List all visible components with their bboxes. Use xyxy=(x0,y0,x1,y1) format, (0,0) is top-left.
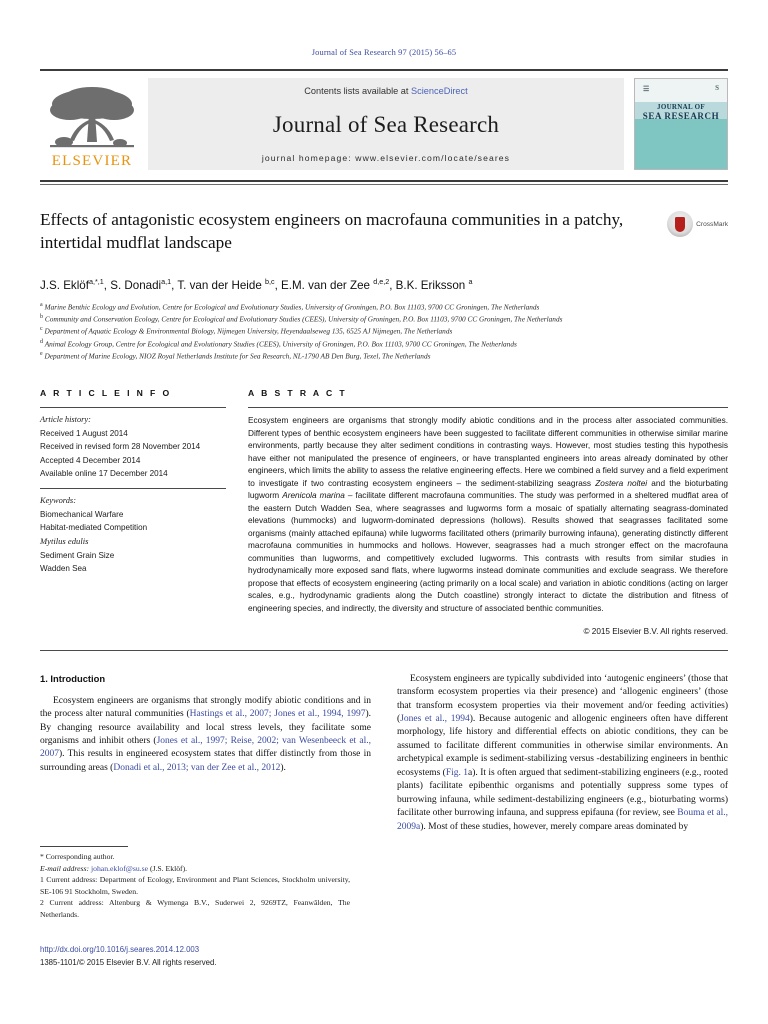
history-item: Received 1 August 2014 xyxy=(40,428,128,438)
masthead-bottom-rule-thin xyxy=(40,184,728,185)
journal-band xyxy=(148,78,624,170)
article-info-heading: A R T I C L E I N F O xyxy=(40,388,172,399)
footnote-corresponding: * Corresponding author. xyxy=(40,852,115,861)
article-history-label: Article history: xyxy=(40,415,91,425)
keywords-label: Keywords: xyxy=(40,495,76,505)
body-column-left xyxy=(40,673,371,835)
author-list: J.S. Eklöf$^{a,*,1}$, S. Donadi$^{a,1}$, T. van der Heide $^{b,c}$, E.M. van der Zee $^{d,e,2}$, B.K. Eriksson $^a$ xyxy=(40,277,473,292)
issn-copyright-line: 1385-1101/© 2015 Elsevier B.V. All rights reserved. xyxy=(40,957,217,967)
journal-masthead xyxy=(40,69,728,170)
history-item: Received in revised form 28 November 2014 xyxy=(40,442,201,452)
page-title: Effects of antagonistic ecosystem engineers on macrofauna communities in a patchy, intertidal mudflat landscape xyxy=(40,210,624,252)
email-label: E-mail address: xyxy=(40,863,91,873)
cover-title-line2: SEA RESEARCH xyxy=(642,111,720,122)
intro-left-4: ). xyxy=(280,762,286,773)
contents-prefix: Contents lists available at xyxy=(304,86,412,96)
abstract-species-1: Zostera noltei xyxy=(595,478,648,488)
keywords-block xyxy=(40,489,226,576)
journal-cover-thumbnail xyxy=(634,78,728,170)
keyword-item: Wadden Sea xyxy=(40,564,87,574)
citation-link[interactable]: Hastings et al., 2007; Jones et al., 1994, 1997 xyxy=(189,709,366,720)
doi-link[interactable]: http://dx.doi.org/10.1016/j.seares.2014.12.003 xyxy=(40,945,200,954)
document-footer xyxy=(40,944,217,969)
email-address[interactable]: johan.eklof@su.se xyxy=(90,863,149,873)
elsevier-tree-icon xyxy=(44,84,140,154)
abstract-copyright: © 2015 Elsevier B.V. All rights reserved. xyxy=(583,626,728,636)
history-item: Accepted 4 December 2014 xyxy=(40,455,141,465)
cover-glyph-right: S xyxy=(715,84,719,92)
abstract-species-2: Arenicola marina xyxy=(282,491,345,501)
sciencedirect-link[interactable]: ScienceDirect xyxy=(411,86,468,96)
abstract-part-2: and the bioturbating lugworm xyxy=(248,478,729,501)
article-info-column xyxy=(40,388,226,636)
intro-right-4: ). Most of these studies, however, merely compare areas dominated by xyxy=(420,821,689,832)
intro-right-2: ). Because autogenic and allogenic engineers often have different morphology, life history and differential effects on abiotic conditions, they can be assumed to facilitate different communities in otherwise similar environments. An archetypical example is sediment-stabilizing versus -destabilizing engineers in benthic ecosystems ( xyxy=(397,713,728,778)
cover-glyph-left: ☰ xyxy=(643,85,650,93)
abstract-text xyxy=(248,408,728,616)
footnote-rule xyxy=(40,846,128,847)
keyword-item: Sediment Grain Size xyxy=(40,550,115,560)
crossmark-badge[interactable] xyxy=(667,211,728,237)
abstract-bottom-rule xyxy=(40,650,728,651)
elsevier-wordmark: ELSEVIER xyxy=(51,153,133,169)
footnote-1: 1 Current address: Department of Ecology, Environment and Plant Sciences, Stockholm university, SE-106 91 Stockholm, Sweden. xyxy=(40,875,350,896)
intro-left-1: Ecosystem engineers are organisms that strongly modify abiotic conditions and in the process alter natural communities ( xyxy=(40,695,371,720)
affiliation-item: $^c$ Department of Aquatic Ecology & Environmental Biology, Nijmegen University, Heyendaalseweg 135, 6525 AJ Nijmegen, The Netherlands xyxy=(40,326,453,336)
intro-right-3: a). It is often argued that sediment-stabilizing engineers (e.g., rooted plants) facilitate epibenthic organisms and potentially suppress some types of burrowing infauna, while sediment-destabilizing engineers (e.g., bioturbating worms) facilitate other burrowing infauna, and suppress epifauna (for review, see xyxy=(397,767,728,819)
abstract-heading: A B S T R A C T xyxy=(248,388,348,399)
footnote-block xyxy=(40,846,350,920)
intro-left-3: ). This results in engineered ecosystem states that differ distinctly from those in surrounding areas ( xyxy=(40,749,371,773)
intro-paragraph-right xyxy=(397,673,728,835)
contents-line xyxy=(304,86,467,96)
article-body xyxy=(40,673,728,835)
affiliation-item: $^a$ Marine Benthic Ecology and Evolution, Centre for Ecological and Evolutionary Studies, University of Groningen, P.O. Box 11103, 9700 CC Groningen, The Netherlands xyxy=(40,301,540,312)
citation-link[interactable]: Donadi et al., 2013; van der Zee et al., 2012 xyxy=(113,762,281,773)
intro-left-2: ). By changing resource availability and local stress levels, they facilitate some organisms and inhibit others ( xyxy=(40,709,371,746)
email-suffix: (J.S. Eklöf). xyxy=(148,863,188,873)
journal-homepage[interactable]: journal homepage: www.elsevier.com/locate/seares xyxy=(261,153,511,163)
crossmark-icon xyxy=(667,211,693,237)
figure-link[interactable]: Fig. 1 xyxy=(445,767,469,778)
affiliation-item: $^d$ Animal Ecology Group, Centre for Ecological and Evolutionary Studies (CEES), University of Groningen, P.O. Box 11103, 9700 CC Groningen, The Netherlands xyxy=(40,338,517,348)
section-heading-introduction: 1. Introduction xyxy=(40,672,106,684)
crossmark-label: CrossMark xyxy=(696,220,728,228)
keyword-item: Biomechanical Warfare xyxy=(40,509,124,519)
abstract-part-1: Ecosystem engineers are organisms that strongly modify abiotic conditions and in the process alter associated communities. Different types of benthic ecosystem engineers have been suggested to facilitate different communities in otherwise similar marine environments, partly because they alter sediment conditions in contrasting ways. However, most studies testing this hypothesis have either not manipulated the presence of engineers, or have transplanted engineers into areas already dominated by other engineers, which limits the ability to assess the relative engineering effects. Here we combined a field survey and a field experiment to investigate if two contrasting ecosystem engineers – the sediment-stabilizing seagrass xyxy=(248,416,728,488)
footnote-2: 2 Current address: Altenburg & Wymenga B.V., Suderwei 2, 9269TZ, Feanwâlden, The Netherlands. xyxy=(40,898,350,919)
info-abstract-section xyxy=(40,388,728,636)
title-block xyxy=(40,209,728,263)
abstract-column xyxy=(248,388,728,636)
intro-right-1: Ecosystem engineers are typically subdivided into ‘autogenic engineers’ (those that transform ecosystem properties via their presence) and ‘allogenic engineers’ (those that transform ecosystem properties via their movement and/or feeding activities) ( xyxy=(397,673,728,724)
affiliation-item: $^e$ Department of Marine Ecology, NIOZ Royal Netherlands Institute for Sea Research, NL-1790 AB Den Burg, Texel, The Netherlands xyxy=(40,350,431,361)
affiliation-item: $^b$ Community and Conservation Ecology, Centre for Ecological and Evolutionary Studies (CEES), University of Groningen, P.O. Box 11103, 9700 CC Groningen, The Netherlands xyxy=(40,314,563,324)
journal-title: Journal of Sea Research xyxy=(272,111,500,137)
affiliation-list xyxy=(40,301,728,362)
running-head: Journal of Sea Research 97 (2015) 56–65 xyxy=(311,48,457,57)
citation-link[interactable]: Jones et al., 1997; Reise, 2002; van Wesenbeeck et al., 2007 xyxy=(40,735,371,760)
footnote-email xyxy=(40,863,350,875)
elsevier-logo xyxy=(40,78,144,170)
cover-title xyxy=(635,103,727,121)
body-column-right xyxy=(397,673,728,835)
abstract-part-3: – facilitate different macrofauna communities. The study was performed in a sheltered mudflat area of the eastern Dutch Wadden Sea, where seagrasses and lugworms form a mosaic of spatially alternating seagrass-dominated elevations (hummocks) and lugworm-dominated depressions (hollows). Results showed that seagrasses facilitated some organisms (mainly attached epifauna) while lugworms facilitated others (primarily burrowing infauna), generating distinctly different macrofauna communities in hummocks and hollows. However, seagrasses had a much stronger effect on the macrofauna communities than lugworms, and competitively excluded lugworms. This contrasts with results from similar studies in hydrodynamically more exposed sand flats, where lugworms instead dominate communities and exclude seagrass. We therefore propose that effects of ecosystem engineering (acting primarily on a local scale) and variation in abiotic conditions (acting on larger scales, e.g., hydrodynamic gradients along the Dutch coastline) strongly interact to dictate the distribution and fitness of engineering species, and indirectly, the diversity and structure of associated benthic communities. xyxy=(248,491,729,613)
keyword-item: Habitat-mediated Competition xyxy=(40,523,148,533)
citation-link[interactable]: Jones et al., 1994 xyxy=(400,713,470,724)
keyword-item: Mytilus edulis xyxy=(40,536,89,547)
article-history xyxy=(40,408,226,481)
cover-title-line1: JOURNAL OF xyxy=(657,103,705,112)
history-item: Available online 17 December 2014 xyxy=(40,469,168,479)
citation-link[interactable]: Bouma et al., 2009a xyxy=(397,808,728,832)
intro-paragraph-left xyxy=(40,695,371,776)
